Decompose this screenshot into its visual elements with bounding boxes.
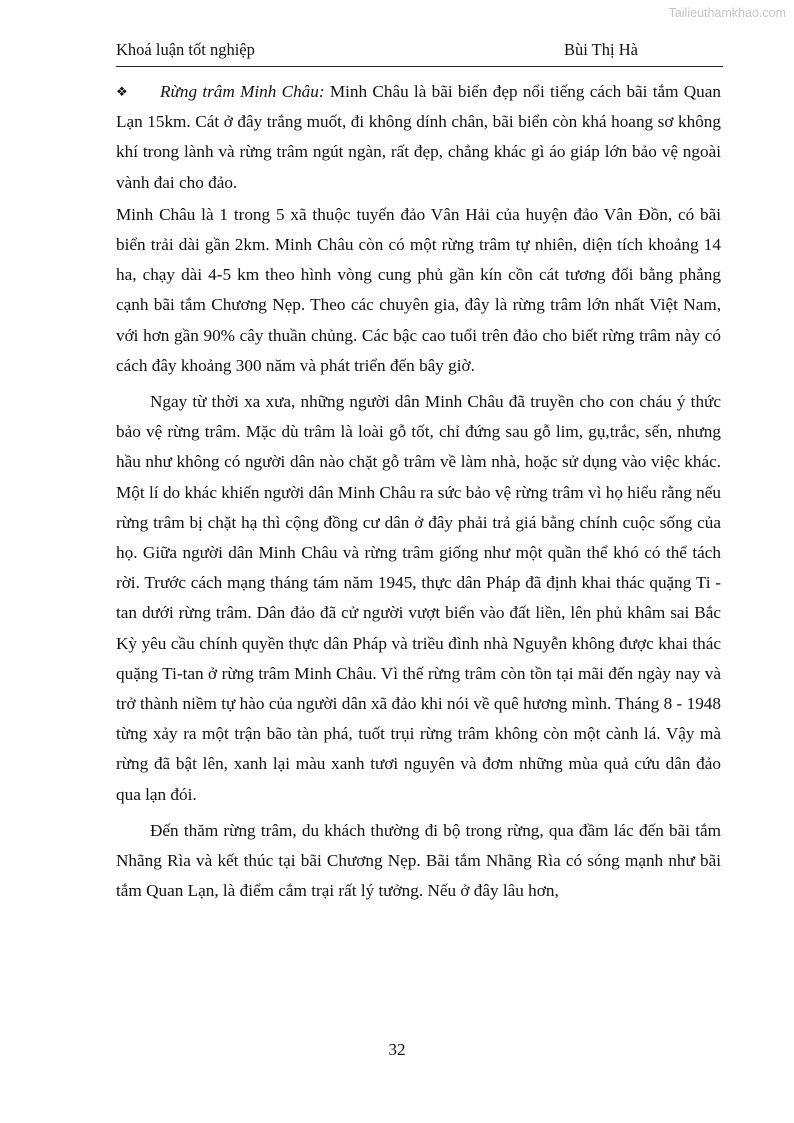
- page-body: [116, 77, 721, 906]
- header-author: Bùi Thị Hà: [564, 40, 638, 59]
- diamond-bullet-icon: ❖: [116, 84, 128, 99]
- paragraph-1-text: Minh Châu là bãi biển đẹp nổi tiếng cách bãi tắm Quan Lạn 15km. Cát ở đây trắng muốt, đi không dính chân, bãi biển còn khá hoang sơ không khí trong lành và rừng trâm ngút ngàn, rất đẹp, chẳng khác gì áo giáp lớn bảo vệ ngoài vành đai cho đảo.: [116, 82, 721, 192]
- paragraph-2: Minh Châu là 1 trong 5 xã thuộc tuyến đảo Vân Hải của huyện đảo Vân Đồn, có bãi biển trải dài gần 2km. Minh Châu còn có một rừng trâm tự nhiên, diện tích khoảng 14 ha, chạy dài 4-5 km theo hình vòng cung phủ gần kín cồn cát tương đối bằng phẳng cạnh bãi tắm Chương Nẹp. Theo các chuyên gia, đây là rừng trâm lớn nhất Việt Nam, với hơn gần 90% cây thuần chủng. Các bậc cao tuổi trên đảo cho biết rừng trâm này có cách đây khoảng 300 năm và phát triển đến bây giờ.: [116, 204, 721, 375]
- header-title: Khoá luận tốt nghiệp: [116, 40, 255, 59]
- paragraph-1-lead: Rừng trâm Minh Châu:: [160, 82, 325, 101]
- paragraph-4: Đến thăm rừng trâm, du khách thường đi bộ trong rừng, qua đầm lác đến bãi tắm Nhãng Rìa và kết thúc tại bãi Chương Nẹp. Bãi tắm Nhãng Rìa có sóng mạnh như bãi tắm Quan Lạn, là điểm cắm trại rất lý tưởng. Nếu ở đây lâu hơn,: [116, 820, 721, 901]
- paragraph-3: Ngay từ thời xa xưa, những người dân Minh Châu đã truyền cho con cháu ý thức bảo vệ rừng trâm. Mặc dù trâm là loài gỗ tốt, chỉ đứng sau gỗ lim, gụ,trắc, sến, nhưng hầu như không có người dân nào chặt gỗ trâm về làm nhà, hoặc sử dụng vào việc khác. Một lí do khác khiến người dân Minh Châu ra sức bảo vệ rừng trâm vì họ hiểu rằng nếu rừng trâm bị chặt hạ thì cộng đồng cư dân ở đây phải trả giá bằng chính cuộc sống của họ. Giữa người dân Minh Châu và rừng trâm giống như một quần thể khó có thể tách rời. Trước cách mạng tháng tám năm 1945, thực dân Pháp đã định khai thác quặng Ti - tan dưới rừng trâm. Dân đảo đã cử người vượt biển vào đất liền, lên phủ khâm sai Bắc Kỳ yêu cầu chính quyền thực dân Pháp và triều đình nhà Nguyễn không được khai thác quặng Ti-tan ở rừng trâm Minh Châu. Vì thế rừng trâm còn tồn tại mãi đến ngày nay và trở thành niềm tự hào của người dân xã đảo khi nói về quê hương mình. Tháng 8 - 1948 từng xảy ra một trận bão tàn phá, tuốt trụi rừng trâm không còn một cành lá. Vậy mà rừng đã bật lên, xanh lại màu xanh tươi nguyên và đơm những mùa quả cứu dân đảo qua lạn đói.: [116, 392, 721, 804]
- page-number: 32: [388, 1040, 406, 1059]
- page-header: [116, 38, 723, 67]
- paragraph-1: [116, 77, 721, 198]
- watermark: Tailieuthamkhao.com: [668, 6, 786, 20]
